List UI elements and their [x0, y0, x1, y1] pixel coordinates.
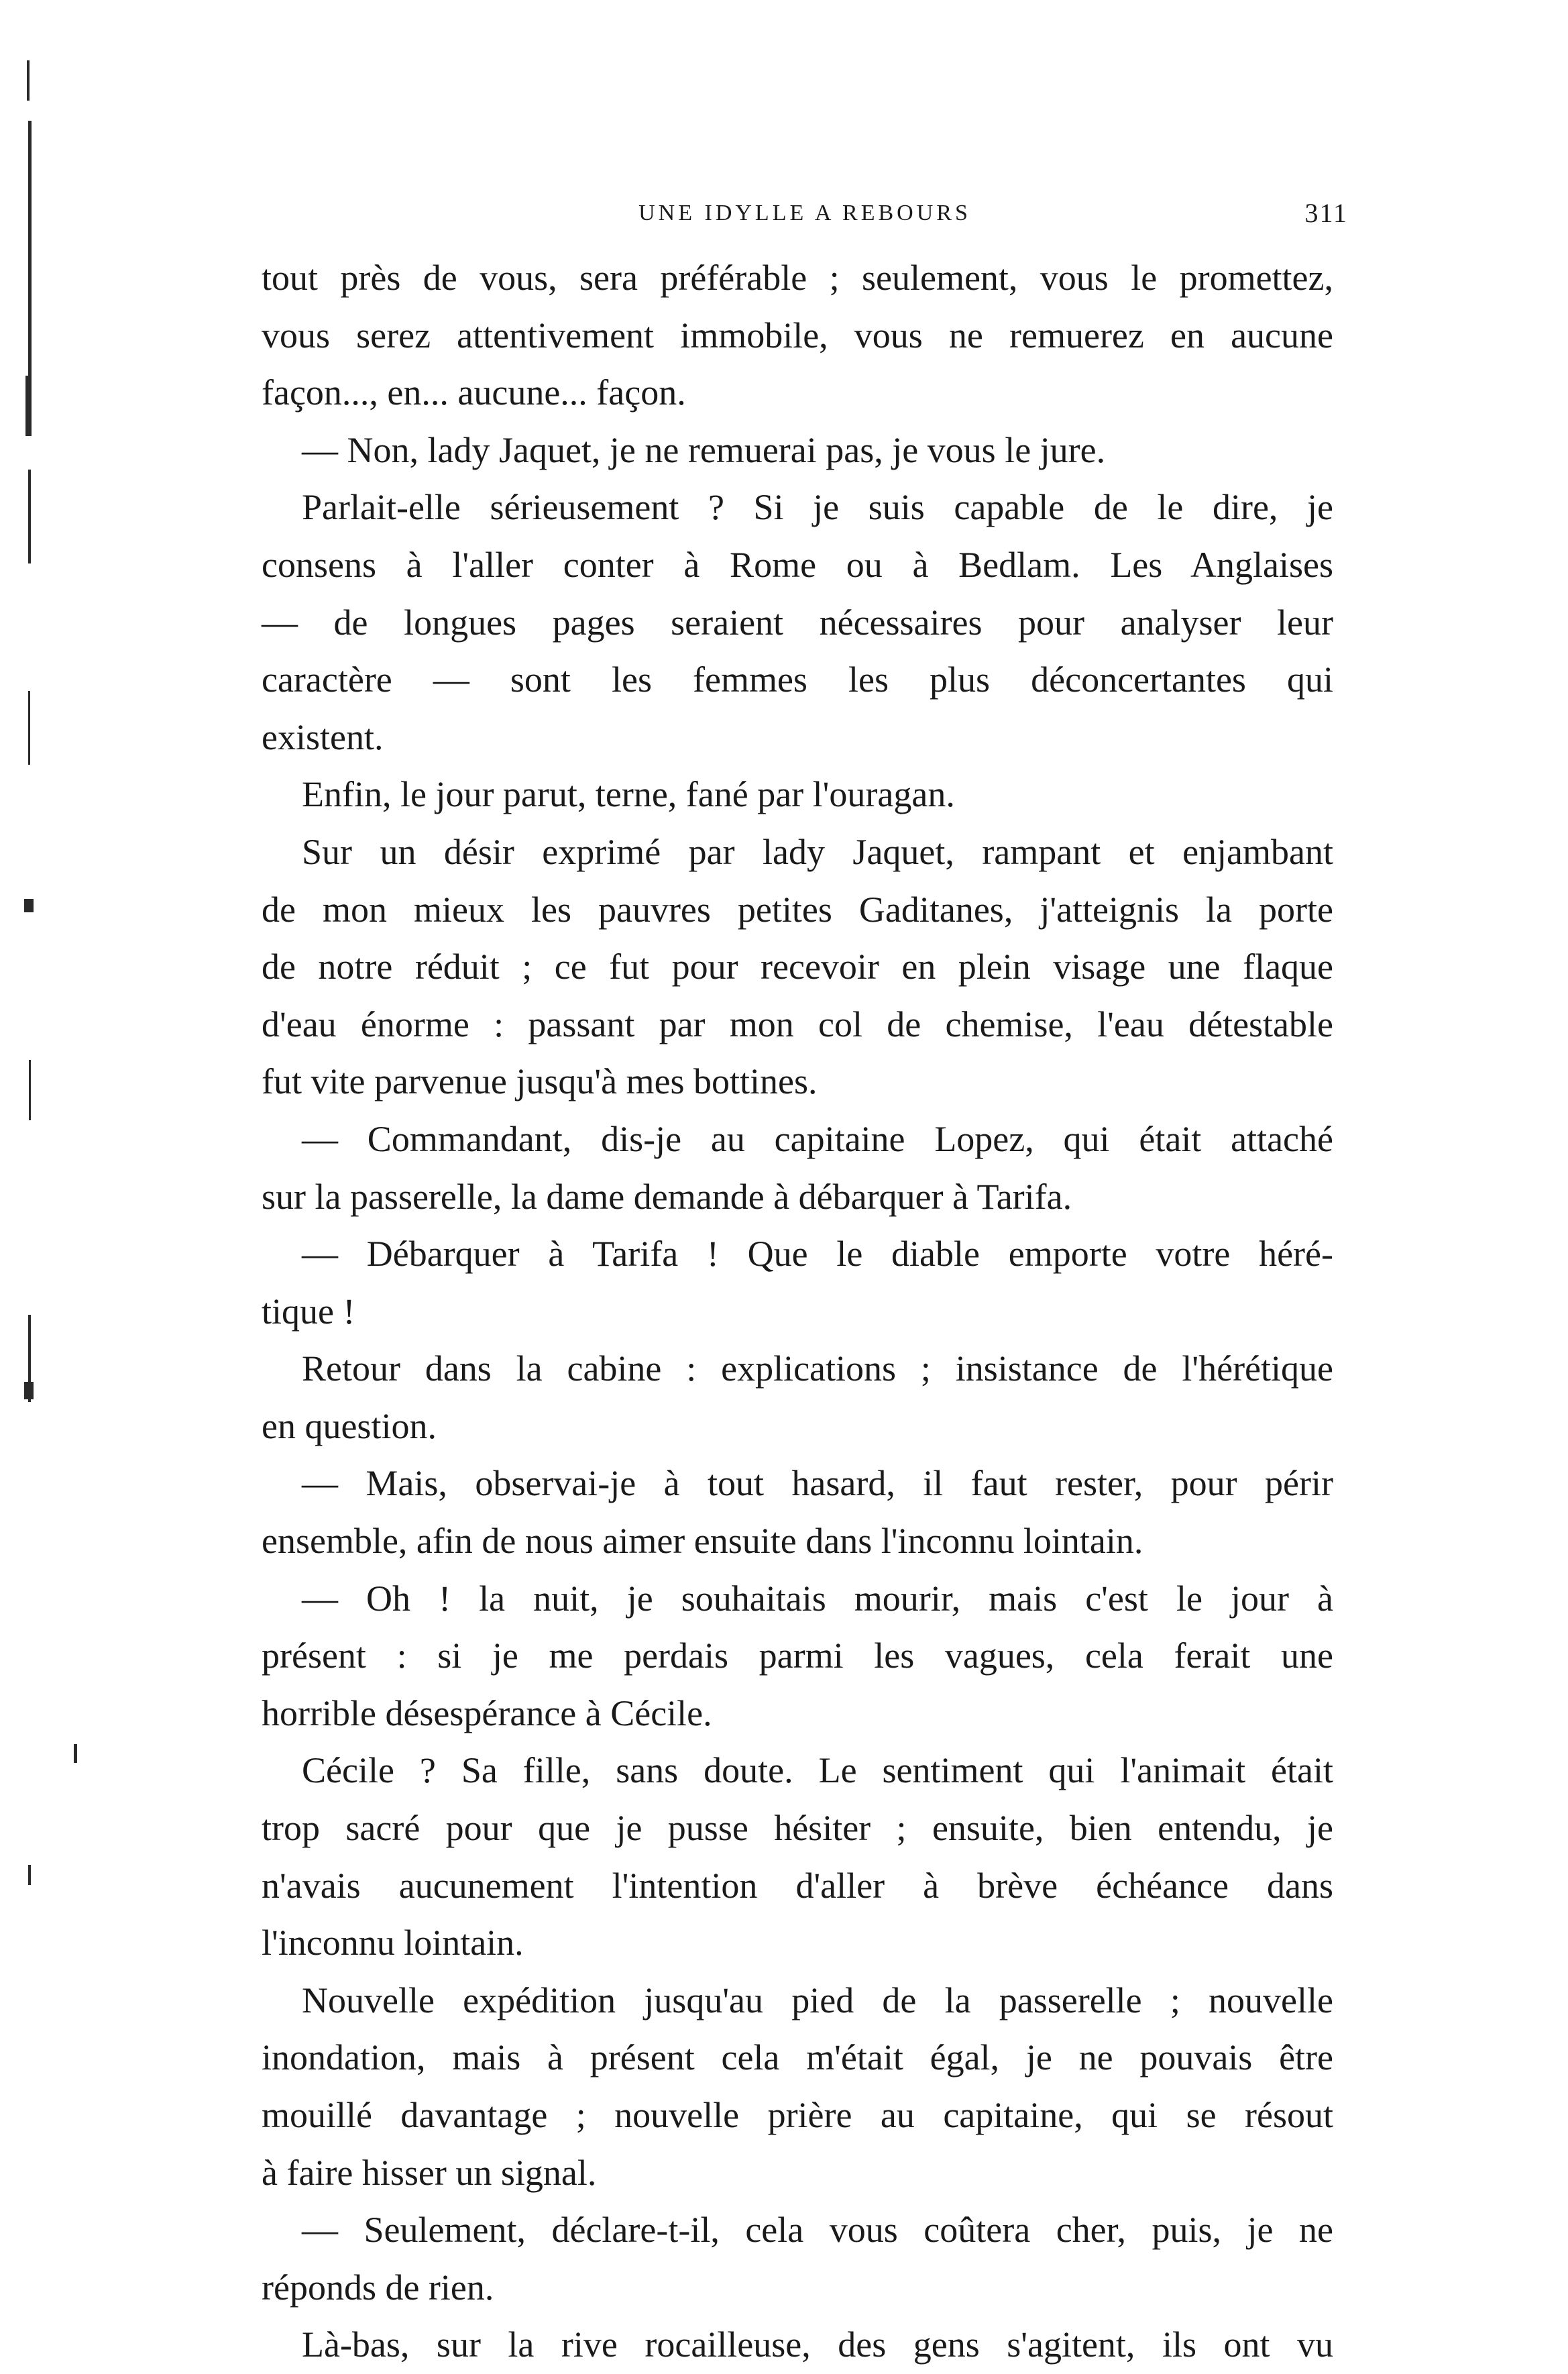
text-line: en question. [262, 1405, 437, 1446]
running-title: UNE IDYLLE A REBOURS [638, 201, 971, 225]
text-line: de notre réduit ; ce fut pour recevoir en plein visage une flaque [262, 947, 1333, 987]
margin-mark [28, 1865, 31, 1885]
text-line: vous serez attentivement immobile, vous ne remuerez en aucune [262, 315, 1333, 356]
text-line: Cécile ? Sa fille, sans doute. Le sentiment qui l'animait était [302, 1750, 1333, 1791]
text-line: Sur un désir exprimé par lady Jaquet, rampant et enjambant [302, 831, 1333, 872]
text-line: Là-bas, sur la rive rocailleuse, des gens s'agitent, ils ont vu [302, 2324, 1333, 2365]
body-text [262, 250, 1333, 2374]
text-line: mouillé davantage ; nouvelle prière au capitaine, qui se résout [262, 2095, 1333, 2135]
margin-mark [24, 899, 34, 912]
text-line: de mon mieux les pauvres petites Gaditanes, j'atteignis la porte [262, 889, 1333, 930]
text-line: — Débarquer à Tarifa ! Que le diable emporte votre héré- [302, 1234, 1333, 1275]
text-line: façon..., en... aucune... façon. [262, 372, 686, 413]
text-line: — de longues pages seraient nécessaires pour analyser leur [262, 602, 1333, 643]
text-line: réponds de rien. [262, 2267, 494, 2308]
text-line: caractère — sont les femmes les plus déconcertantes qui [262, 659, 1333, 700]
text-line: — Oh ! la nuit, je souhaitais mourir, mais c'est le jour à [302, 1578, 1333, 1619]
text-line: d'eau énorme : passant par mon col de chemise, l'eau détestable [262, 1004, 1333, 1044]
text-line: existent. [262, 716, 384, 757]
margin-mark [25, 376, 32, 436]
text-line: trop sacré pour que je pusse hésiter ; ensuite, bien entendu, je [262, 1808, 1333, 1849]
scan-margin-marks [0, 0, 80, 2353]
text-line: — Mais, observai-je à tout hasard, il faut rester, pour périr [302, 1463, 1333, 1504]
page-number: 311 [1304, 198, 1348, 228]
text-line: fut vite parvenue jusqu'à mes bottines. [262, 1061, 818, 1102]
text-line: — Non, lady Jaquet, je ne remuerai pas, je vous le jure. [302, 429, 1106, 470]
running-head [262, 193, 1348, 233]
text-line: Retour dans la cabine : explications ; insistance de l'hérétique [302, 1348, 1333, 1389]
text-line: l'inconnu lointain. [262, 1923, 524, 1963]
text-line: tout près de vous, sera préférable ; seulement, vous le promettez, [262, 258, 1333, 298]
margin-mark [28, 470, 31, 563]
text-line: inondation, mais à présent cela m'était égal, je ne pouvais être [262, 2037, 1333, 2078]
text-line: présent : si je me perdais parmi les vagues, cela ferait une [262, 1635, 1333, 1676]
text-line: horrible désespérance à Cécile. [262, 1692, 712, 1733]
text-line: sur la passerelle, la dame demande à débarquer à Tarifa. [262, 1176, 1072, 1217]
margin-mark [27, 60, 30, 101]
text-line: Nouvelle expédition jusqu'au pied de la passerelle ; nouvelle [302, 1980, 1333, 2020]
text-line: — Seulement, déclare-t-il, cela vous coûtera cher, puis, je ne [302, 2210, 1333, 2251]
text-line: n'avais aucunement l'intention d'aller à brève échéance dans [262, 1865, 1333, 1906]
text-line: — Commandant, dis-je au capitaine Lopez, qui était attaché [302, 1118, 1333, 1159]
margin-mark [24, 1382, 34, 1399]
text-line: Parlait-elle sérieusement ? Si je suis capable de le dire, je [302, 487, 1333, 528]
text-line: ensemble, afin de nous aimer ensuite dans l'inconnu lointain. [262, 1521, 1143, 1562]
text-line: consens à l'aller conter à Rome ou à Bedlam. Les Anglaises [262, 544, 1333, 585]
text-line: Enfin, le jour parut, terne, fané par l'ouragan. [302, 774, 955, 815]
text-line: à faire hisser un signal. [262, 2152, 597, 2193]
margin-mark [74, 1744, 77, 1763]
text-line: tique ! [262, 1291, 355, 1332]
margin-mark [28, 691, 30, 765]
margin-mark [29, 1060, 31, 1120]
